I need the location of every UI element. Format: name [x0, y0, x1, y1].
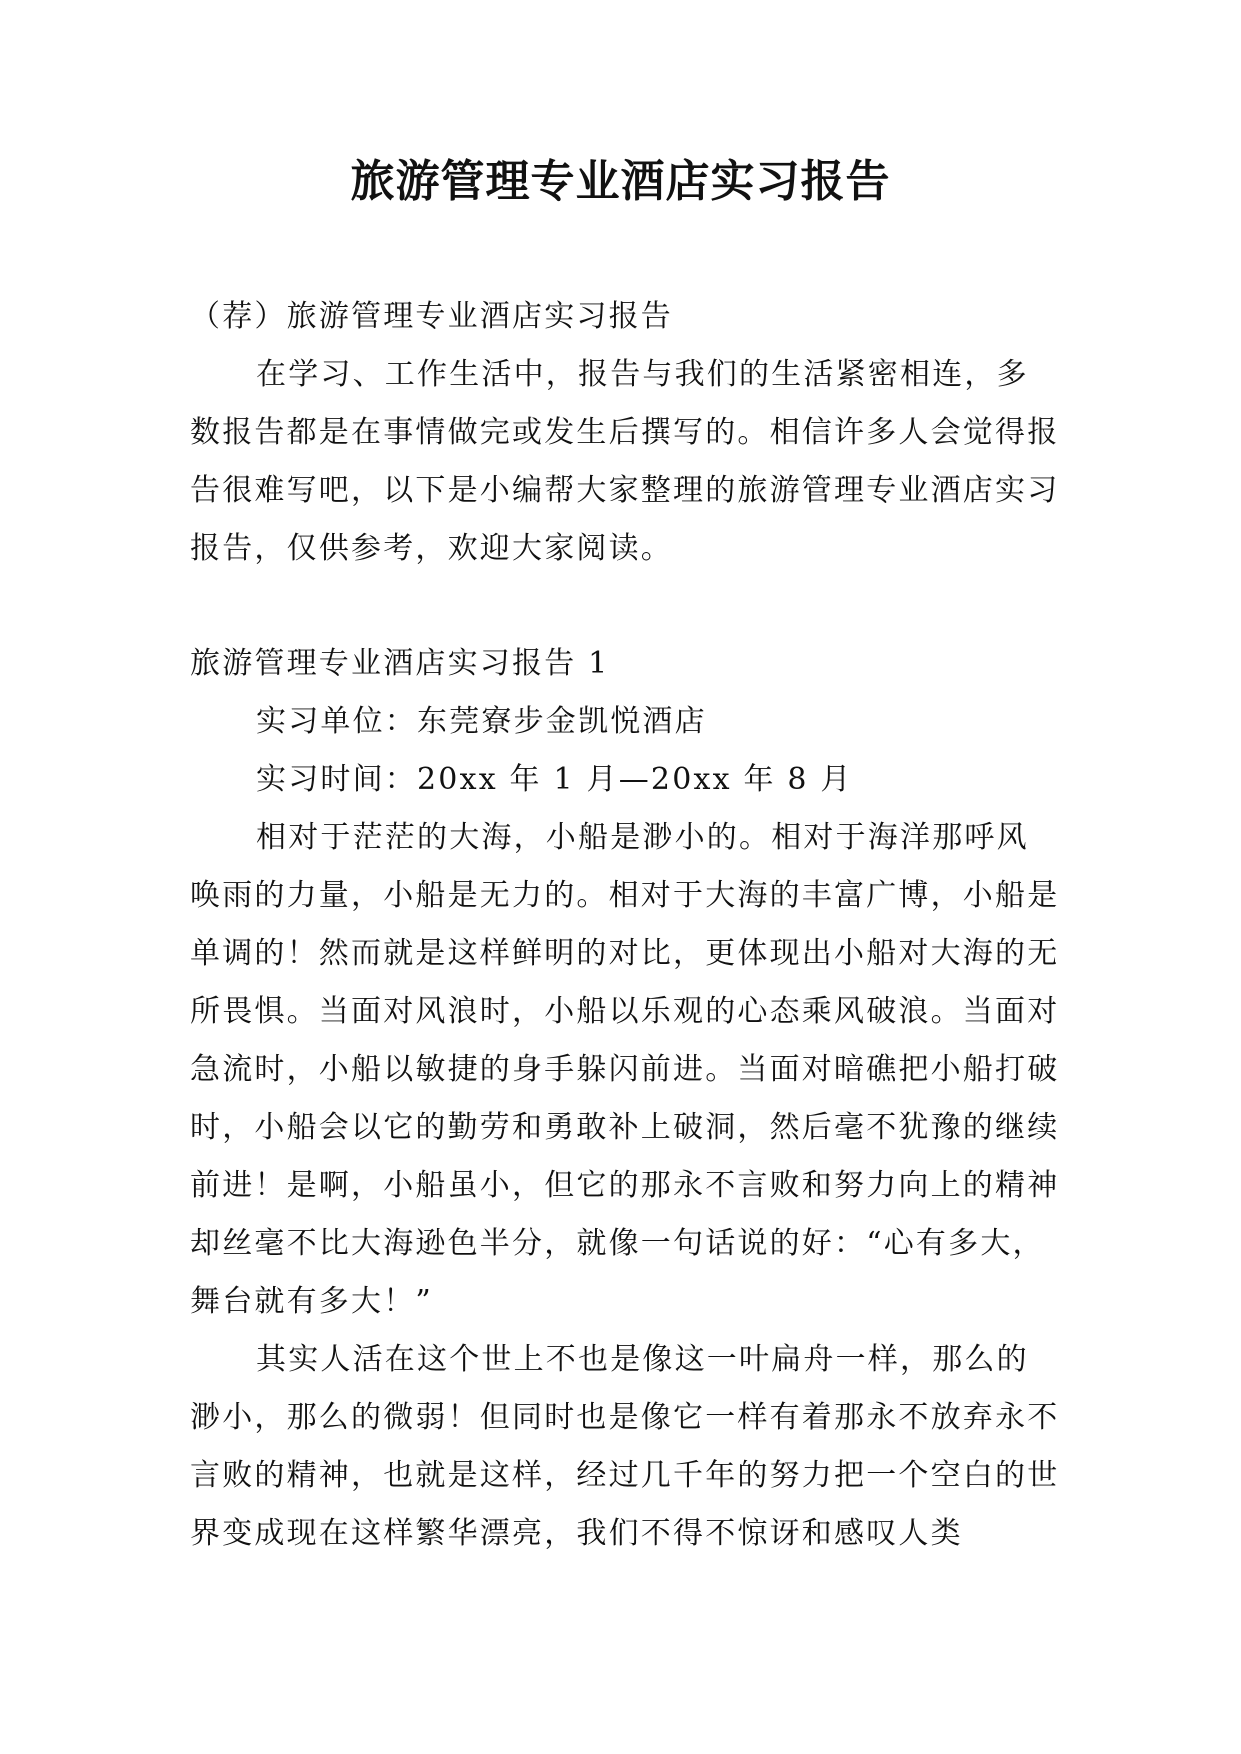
internship-unit: 实习单位：东莞寮步金凯悦酒店: [256, 704, 707, 739]
internship-time: 实习时间：20xx 年 1 月—20xx 年 8 月: [256, 762, 853, 797]
document-title: 旅游管理专业酒店实习报告: [350, 156, 891, 207]
body-paragraph-2: 其实人活在这个世上不也是像这一叶扁舟一样，那么的渺小，那么的微弱！但同时也是像它一样有着那永不放弃永不言败的精神，也就是这样，经过几千年的努力把一个空白的世界变成现在这样繁华漂亮，我们不得不惊讶和感叹人类: [190, 1342, 1060, 1551]
section-heading: 旅游管理专业酒店实习报告 1: [190, 646, 610, 681]
body-paragraph-1: 相对于茫茫的大海，小船是渺小的。相对于海洋那呼风唤雨的力量，小船是无力的。相对于大海的丰富广博，小船是单调的！然而就是这样鲜明的对比，更体现出小船对大海的无所畏惧。当面对风浪时，小船以乐观的心态乘风破浪。当面对急流时，小船以敏捷的身手躲闪前进。当面对暗礁把小船打破时，小船会以它的勤劳和勇敢补上破洞，然后毫不犹豫的继续前进！是啊，小船虽小，但它的那永不言败和努力向上的精神却丝毫不比大海逊色半分，就像一句话说的好：“心有多大，舞台就有多大！”: [190, 820, 1060, 1319]
subtitle-line: （荐）旅游管理专业酒店实习报告: [190, 299, 673, 334]
intro-paragraph: 在学习、工作生活中，报告与我们的生活紧密相连，多数报告都是在事情做完或发生后撰写的。相信许多人会觉得报告很难写吧，以下是小编帮大家整理的旅游管理专业酒店实习报告，仅供参考，欢迎大家阅读。: [190, 357, 1060, 566]
intro-section: [190, 288, 1060, 578]
report-section-1: [190, 635, 1060, 1563]
